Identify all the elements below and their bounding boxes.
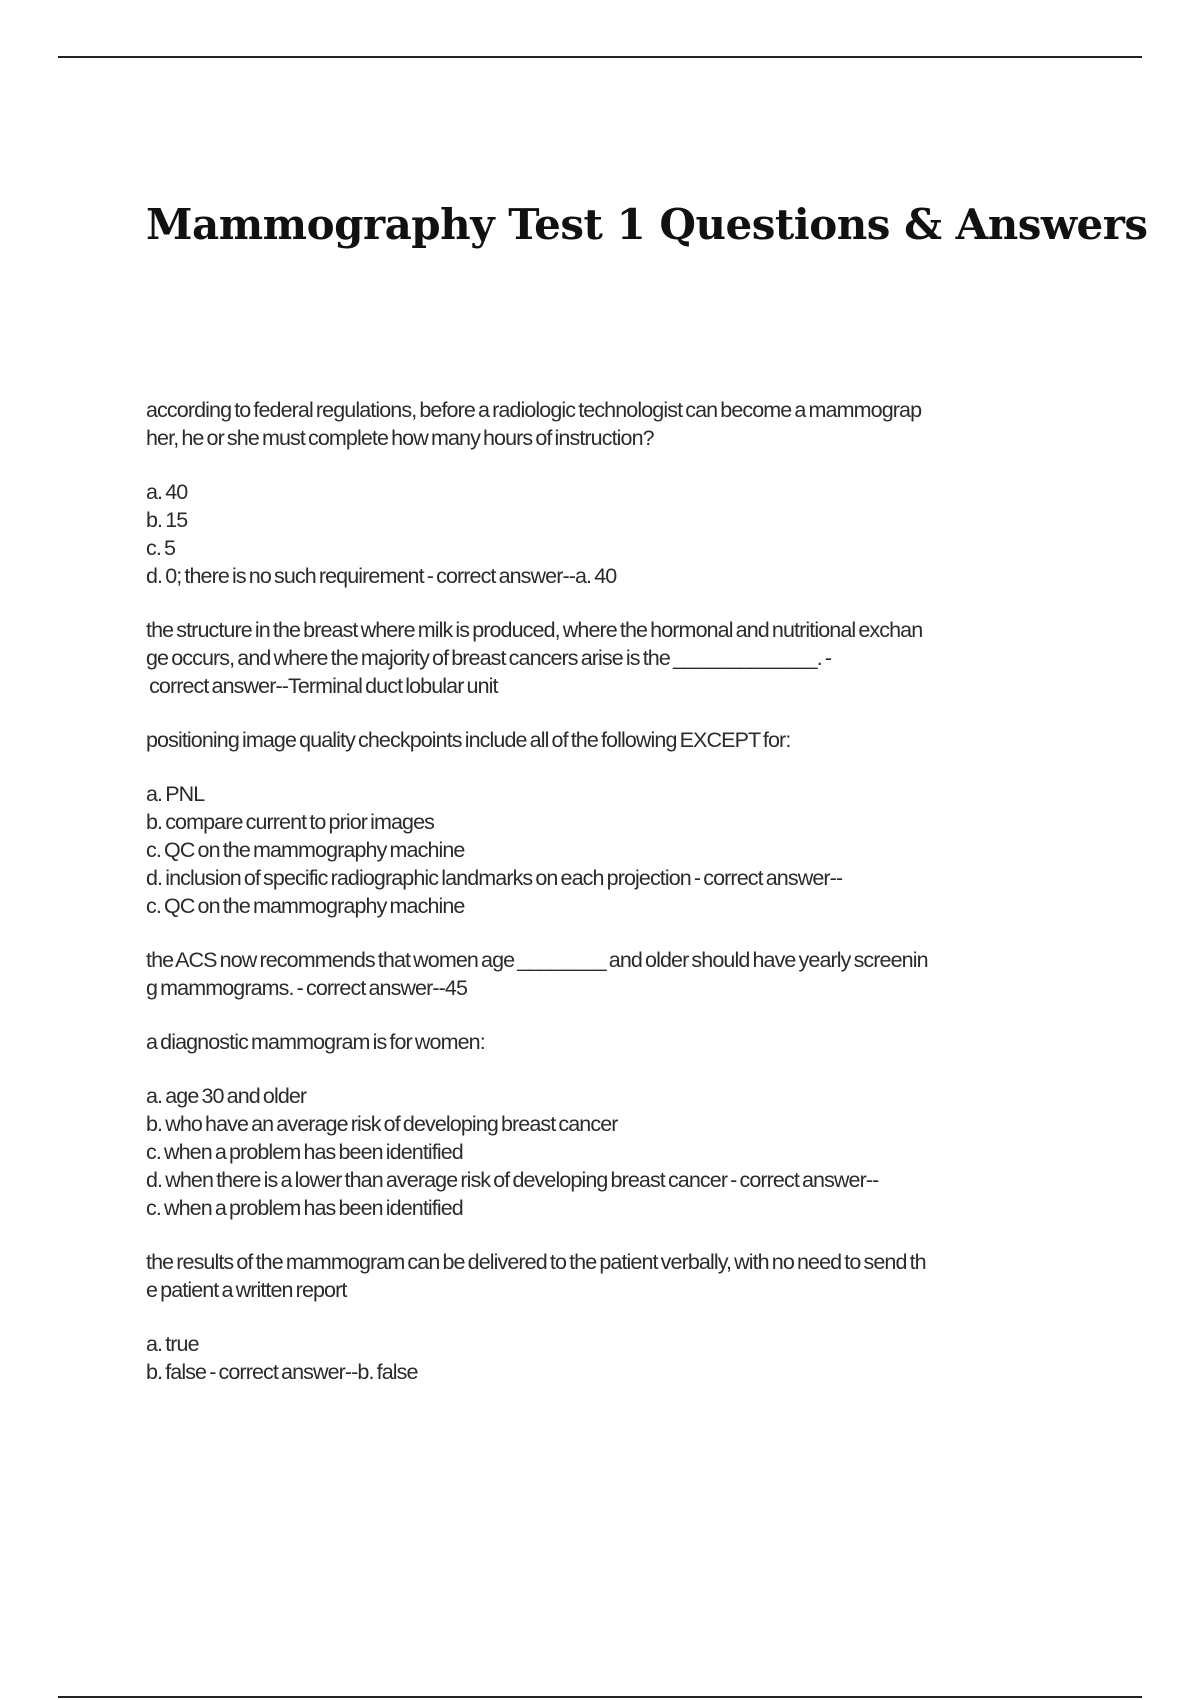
option-line: c. when a problem has been identified <box>146 1140 463 1164</box>
option-line: d. 0; there is no such requirement - correct answer--a. 40 <box>146 564 617 588</box>
answer-line: c. when a problem has been identified <box>146 1196 463 1220</box>
text-line: ge occurs, and where the majority of breast cancers arise is the _____________. - <box>146 646 832 670</box>
question-5-options <box>146 1082 1086 1222</box>
option-line: a. true <box>146 1332 199 1356</box>
question-5-text <box>146 1028 1086 1056</box>
text-line: g mammograms. - correct answer--45 <box>146 976 468 1000</box>
question-6-options <box>146 1330 1086 1386</box>
option-line: a. age 30 and older <box>146 1084 307 1108</box>
text-line: the structure in the breast where milk is produced, where the hormonal and nutritional exchan <box>146 618 923 642</box>
question-2-text <box>146 616 1086 700</box>
text-line: positioning image quality checkpoints include all of the following EXCEPT for: <box>146 728 791 752</box>
question-4-text <box>146 946 1086 1002</box>
option-line: a. 40 <box>146 480 188 504</box>
question-3-text <box>146 726 1086 754</box>
text-line: the results of the mammogram can be delivered to the patient verbally, with no need to send th <box>146 1250 926 1274</box>
answer-line: correct answer--Terminal duct lobular unit <box>146 674 498 698</box>
option-line: c. QC on the mammography machine <box>146 838 465 862</box>
answer-line: c. QC on the mammography machine <box>146 894 465 918</box>
option-line: c. 5 <box>146 536 176 560</box>
option-line: b. compare current to prior images <box>146 810 435 834</box>
top-rule <box>58 56 1142 58</box>
question-1-options <box>146 478 1086 590</box>
document-title: Mammography Test 1 Questions & Answers <box>146 200 1148 249</box>
option-line: d. when there is a lower than average risk of developing breast cancer - correct answer-- <box>146 1168 879 1192</box>
option-line: a. PNL <box>146 782 205 806</box>
bottom-rule <box>58 1696 1142 1698</box>
text-line: e patient a written report <box>146 1278 347 1302</box>
text-line: a diagnostic mammogram is for women: <box>146 1030 485 1054</box>
option-line: b. who have an average risk of developing breast cancer <box>146 1112 618 1136</box>
option-line: b. 15 <box>146 508 188 532</box>
question-1-text <box>146 396 1086 452</box>
option-line: d. inclusion of specific radiographic landmarks on each projection - correct answer-- <box>146 866 843 890</box>
option-line: b. false - correct answer--b. false <box>146 1360 418 1384</box>
text-line: the ACS now recommends that women age ________ and older should have yearly screenin <box>146 948 928 972</box>
text-line: according to federal regulations, before a radiologic technologist can become a mammograp <box>146 398 922 422</box>
text-line: her, he or she must complete how many hours of instruction? <box>146 426 654 450</box>
question-3-options <box>146 780 1086 920</box>
document-body <box>146 396 1086 1412</box>
question-6-text <box>146 1248 1086 1304</box>
